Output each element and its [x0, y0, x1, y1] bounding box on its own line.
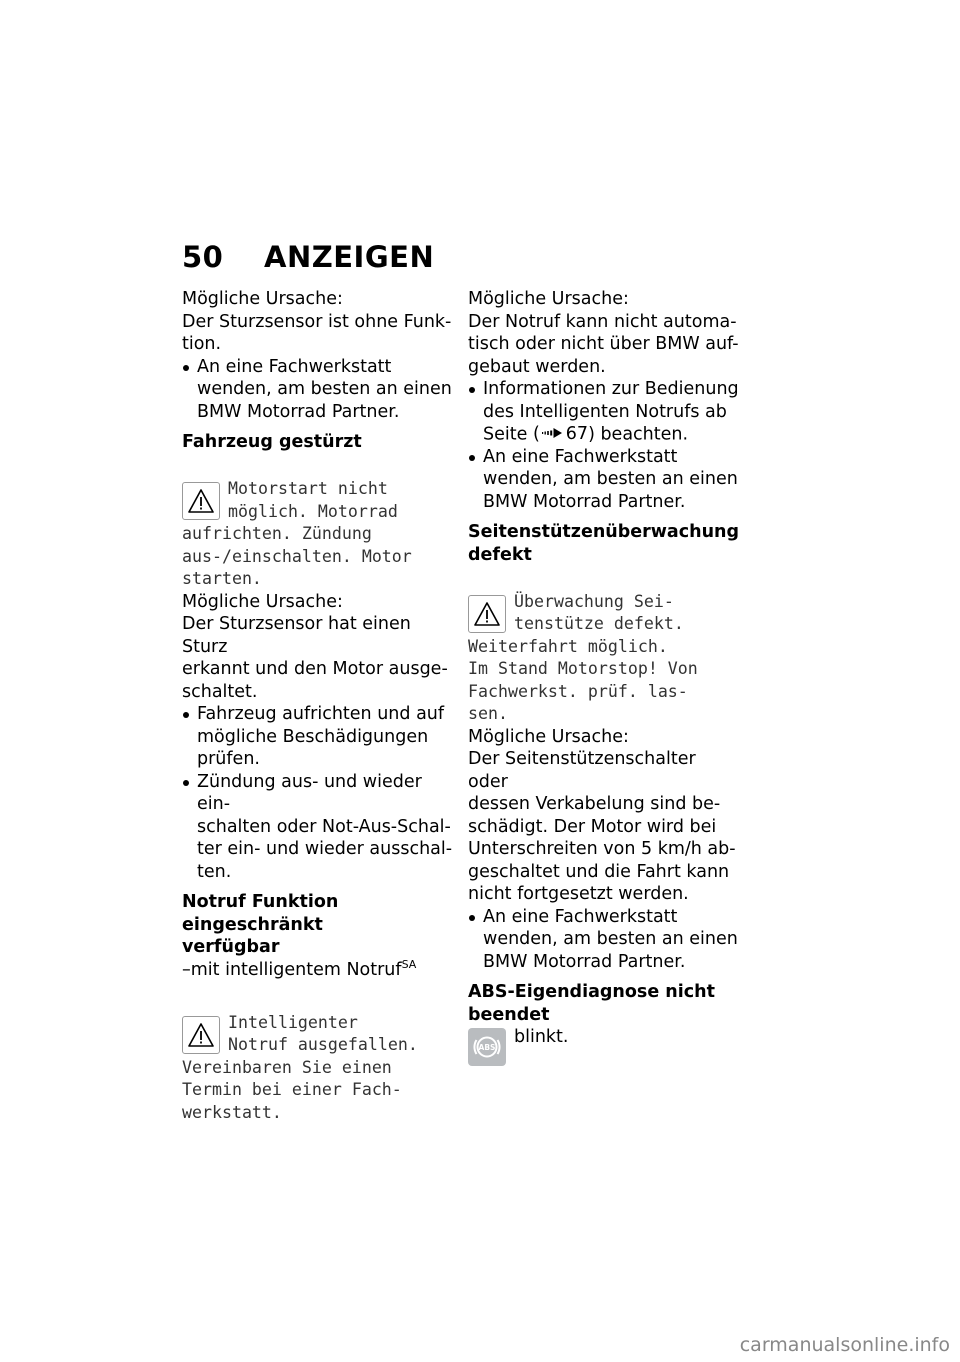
page-reference-number: 67	[565, 424, 589, 445]
display-message-fall: Motorstart nicht möglich. Motorrad aufrichten. Zündung aus-/einschalten. Motor starten.	[182, 479, 412, 588]
action-line: wenden, am besten an einen	[197, 379, 452, 399]
cause-text: Der Sturzsensor hat einen Sturz erkannt und den Motor ausge- schaltet.	[182, 614, 448, 702]
action-line: BMW Motorrad Partner.	[197, 401, 400, 422]
page-number: 50	[182, 240, 224, 274]
cause-line: Der Sturzsensor ist ohne Funk-	[182, 311, 452, 332]
action-line: An eine Fachwerkstatt	[197, 356, 392, 377]
page-reference-link[interactable]: ( 67	[532, 424, 589, 445]
abs-status	[468, 1026, 740, 1053]
cause-text	[182, 311, 454, 356]
page-title: ANZEIGEN	[264, 240, 435, 274]
action-item: Fahrzeug aufrichten und auf mögliche Beschädigungen prüfen.	[182, 703, 454, 771]
warning-triangle-icon	[182, 1016, 220, 1054]
cause-line: tion.	[182, 334, 222, 354]
action-item	[182, 356, 454, 424]
abs-warning-icon	[468, 1028, 506, 1066]
action-list	[182, 356, 454, 424]
section-heading-sidestand: Seitenstützenüberwachung defekt	[468, 522, 740, 565]
abs-status-text: blinkt.	[514, 1027, 569, 1048]
action-item: An eine Fachwerkstatt wenden, am besten an einen BMW Motorrad Partner.	[468, 446, 740, 514]
cause-text: Der Seitenstützenschalter oder dessen Verkabelung sind be- schädigt. Der Motor wird bei Unterschreiten von 5 km/h ab- geschaltet und die Fahrt kann nicht fortgesetzt werden.	[468, 749, 736, 905]
page-header	[182, 240, 434, 274]
warning-triangle-icon	[468, 595, 506, 633]
special-equipment-mark: SA	[401, 957, 417, 971]
action-item: Zündung aus- und wieder ein- schalten oder Not-Aus-Schal- ter ein- und wieder ausschal- ten.	[182, 771, 454, 884]
action-list	[468, 906, 740, 974]
action-list	[468, 378, 740, 513]
abs-icon-label: ABS	[478, 1043, 496, 1053]
cause-text: Der Notruf kann nicht automa- tisch oder nicht über BMW auf- gebaut werden.	[468, 311, 739, 377]
cause-label: Mögliche Ursache:	[182, 289, 343, 309]
section-heading-fall: Fahrzeug gestürzt	[182, 432, 362, 452]
arrow-right-icon	[542, 423, 564, 446]
right-column	[468, 288, 740, 1066]
warning-triangle-icon	[182, 482, 220, 520]
display-message-ecall: Intelligenter Notruf ausgefallen. Vereinbaren Sie einen Termin bei einer Fach- werkstatt.	[182, 1012, 418, 1122]
cause-label: Mögliche Ursache:	[182, 591, 343, 612]
action-item: Informationen zur Bedienung des Intelligenten Notrufs ab Seite ( 67) beachten.	[468, 378, 740, 446]
ecall-subheading: –mit intelligentem Notruf$^{SA}$	[182, 957, 417, 980]
watermark: carmanualsonline.info	[739, 1334, 950, 1356]
action-item: An eine Fachwerkstatt wenden, am besten an einen BMW Motorrad Partner.	[468, 906, 740, 974]
cause-label: Mögliche Ursache:	[468, 289, 629, 309]
action-list	[182, 703, 454, 883]
display-message-sidestand: Überwachung Sei- tenstütze defekt. Weiterfahrt möglich. Im Stand Motorstop! Von Fachwerkst. prüf. las- sen.	[468, 591, 698, 724]
left-column	[182, 288, 454, 1124]
section-heading-ecall: Notruf Funktion eingeschränkt verfügbar	[182, 892, 339, 957]
section-heading-abs: ABS-Eigendiagnose nicht beendet	[468, 982, 715, 1025]
cause-label: Mögliche Ursache:	[468, 726, 629, 747]
